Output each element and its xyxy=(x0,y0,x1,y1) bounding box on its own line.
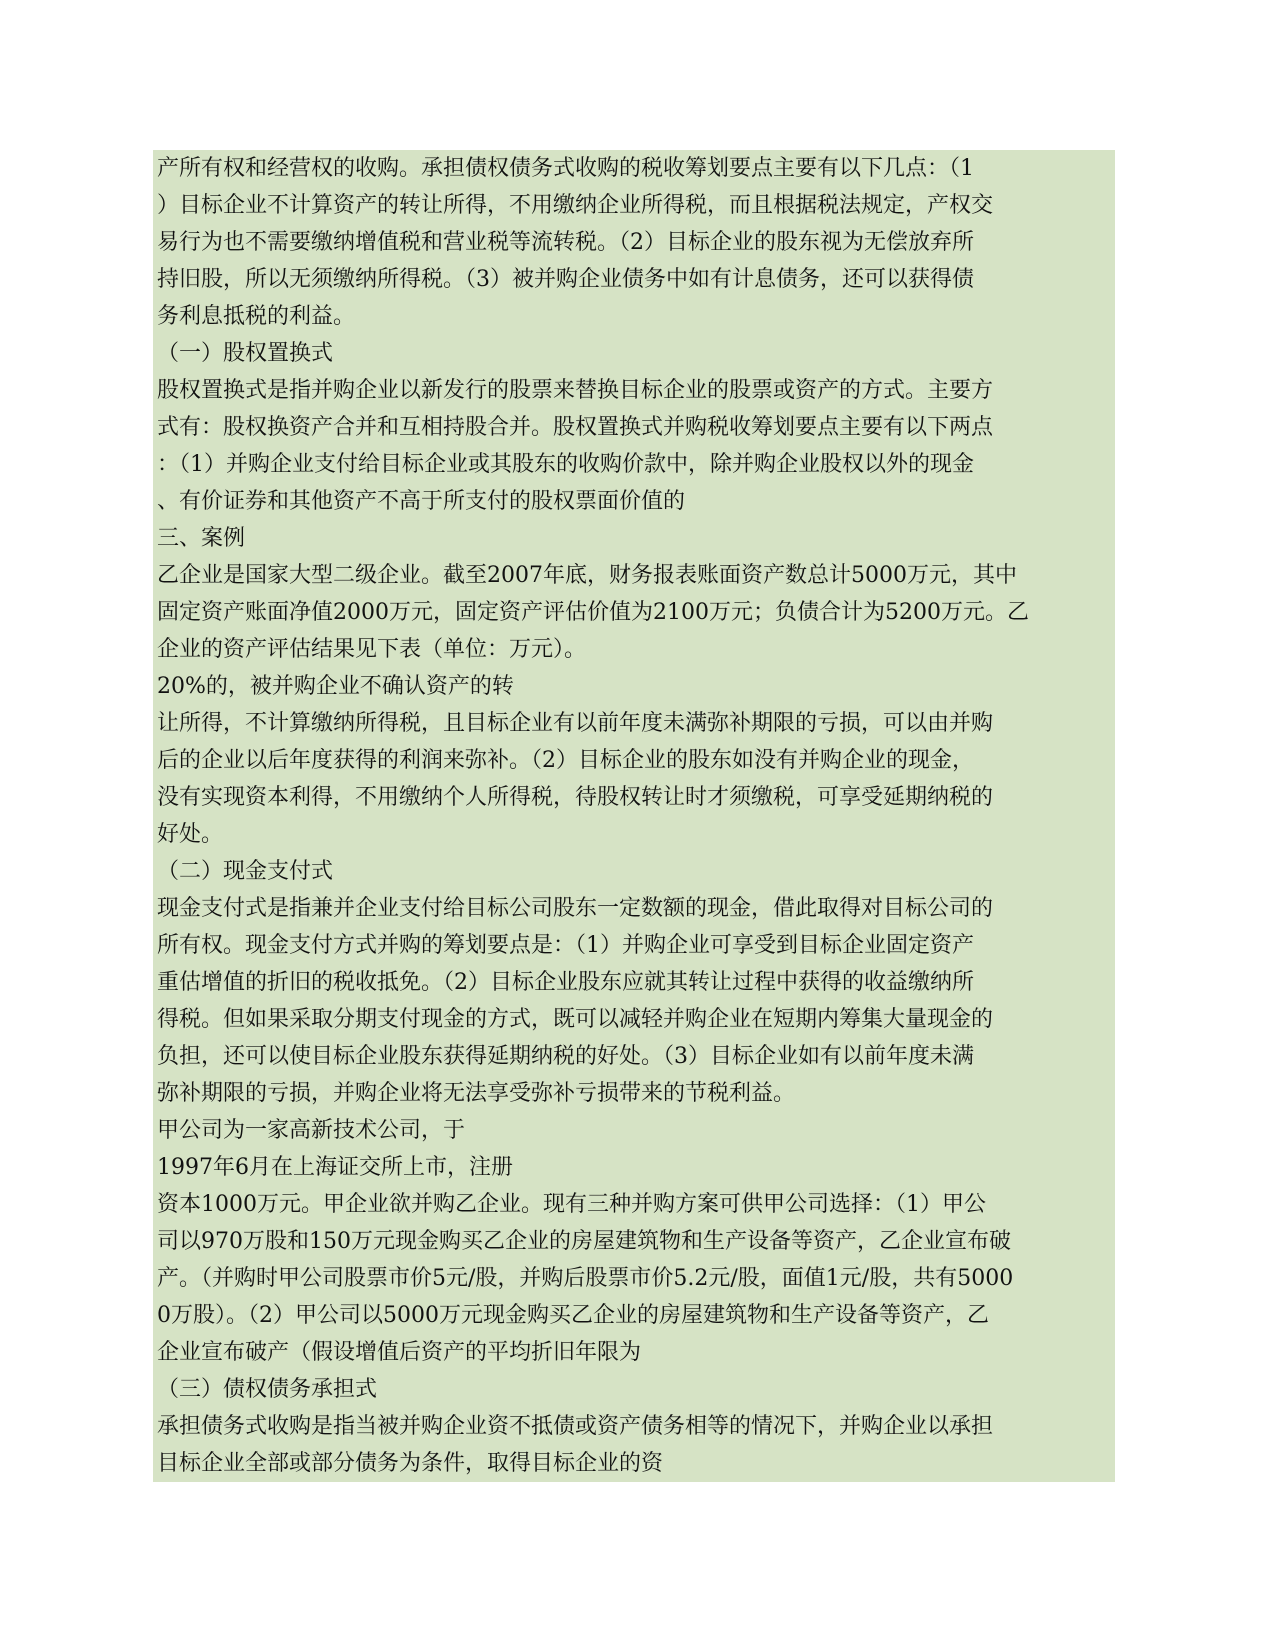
text-line: 负担，还可以使目标企业股东获得延期纳税的好处。（3）目标企业如有以前年度未满 xyxy=(157,1044,974,1069)
text-line: 股权置换式是指并购企业以新发行的股票来替换目标企业的股票或资产的方式。主要方 xyxy=(157,378,994,403)
text-line: 目标企业全部或部分债务为条件，取得目标企业的资 xyxy=(157,1451,664,1476)
text-line: 持旧股，所以无须缴纳所得税。（3）被并购企业债务中如有计息债务，还可以获得债 xyxy=(157,267,974,292)
text-line: 承担债务式收购是指当被并购企业资不抵债或资产债务相等的情况下，并购企业以承担 xyxy=(157,1414,994,1439)
text-line: 司以970万股和150万元现金购买乙企业的房屋建筑物和生产设备等资产，乙企业宣布破 xyxy=(157,1229,1011,1254)
text-line: 企业的资产评估结果见下表（单位：万元）。 xyxy=(157,637,587,662)
text-line: 固定资产账面净值2000万元，固定资产评估价值为2100万元；负债合计为5200万元。乙 xyxy=(157,600,1029,625)
text-line: 没有实现资本利得，不用缴纳个人所得税，待股权转让时才须缴税，可享受延期纳税的 xyxy=(157,785,994,810)
text-line: 产所有权和经营权的收购。承担债权债务式收购的税收筹划要点主要有以下几点：（1 xyxy=(157,156,974,181)
text-line: 产。（并购时甲公司股票市价5元/股，并购后股票市价5.2元/股，面值1元/股，共有5000 xyxy=(157,1266,1014,1291)
text-line: 好处。 xyxy=(157,822,224,847)
text-line: 乙企业是国家大型二级企业。截至2007年底，财务报表账面资产数总计5000万元，其中 xyxy=(157,563,1017,588)
text-line: 所有权。现金支付方式并购的筹划要点是：（1）并购企业可享受到目标企业固定资产 xyxy=(157,933,974,958)
text-line: 0万股）。（2）甲公司以5000万元现金购买乙企业的房屋建筑物和生产设备等资产，乙 xyxy=(157,1303,989,1328)
text-line: 易行为也不需要缴纳增值税和营业税等流转税。（2）目标企业的股东视为无偿放弃所 xyxy=(157,230,974,255)
text-line: 重估增值的折旧的税收抵免。（2）目标企业股东应就其转让过程中获得的收益缴纳所 xyxy=(157,970,974,995)
text-line: 企业宣布破产（假设增值后资产的平均折旧年限为 xyxy=(157,1340,642,1365)
text-line: 、有价证券和其他资产不高于所支付的股权票面价值的 xyxy=(157,489,686,514)
text-line: 三、案例 xyxy=(157,526,246,551)
text-line: ）目标企业不计算资产的转让所得，不用缴纳企业所得税，而且根据税法规定，产权交 xyxy=(157,193,994,218)
text-line: 务利息抵税的利益。 xyxy=(157,304,356,329)
text-line: （三）债权债务承担式 xyxy=(157,1377,378,1402)
text-line: 弥补期限的亏损，并购企业将无法享受弥补亏损带来的节税利益。 xyxy=(157,1081,796,1106)
document-text-block xyxy=(153,150,1115,1482)
text-line: 资本1000万元。甲企业欲并购乙企业。现有三种并购方案可供甲公司选择：（1）甲公 xyxy=(157,1192,986,1217)
text-line: 20%的，被并购企业不确认资产的转 xyxy=(157,674,514,699)
text-line: 得税。但如果采取分期支付现金的方式，既可以减轻并购企业在短期内筹集大量现金的 xyxy=(157,1007,994,1032)
text-line: 让所得，不计算缴纳所得税，且目标企业有以前年度未满弥补期限的亏损，可以由并购 xyxy=(157,711,994,736)
text-line: 甲公司为一家高新技术公司，于 xyxy=(157,1118,466,1143)
text-line: 后的企业以后年度获得的利润来弥补。（2）目标企业的股东如没有并购企业的现金， xyxy=(157,748,974,773)
text-line: 1997年6月在上海证交所上市，注册 xyxy=(157,1155,513,1180)
text-line: （一）股权置换式 xyxy=(157,341,334,366)
text-line: ：（1）并购企业支付给目标企业或其股东的收购价款中，除并购企业股权以外的现金 xyxy=(157,452,974,477)
text-line: 现金支付式是指兼并企业支付给目标公司股东一定数额的现金，借此取得对目标公司的 xyxy=(157,896,994,921)
text-line: 式有：股权换资产合并和互相持股合并。股权置换式并购税收筹划要点主要有以下两点 xyxy=(157,415,994,440)
text-line: （二）现金支付式 xyxy=(157,859,334,884)
